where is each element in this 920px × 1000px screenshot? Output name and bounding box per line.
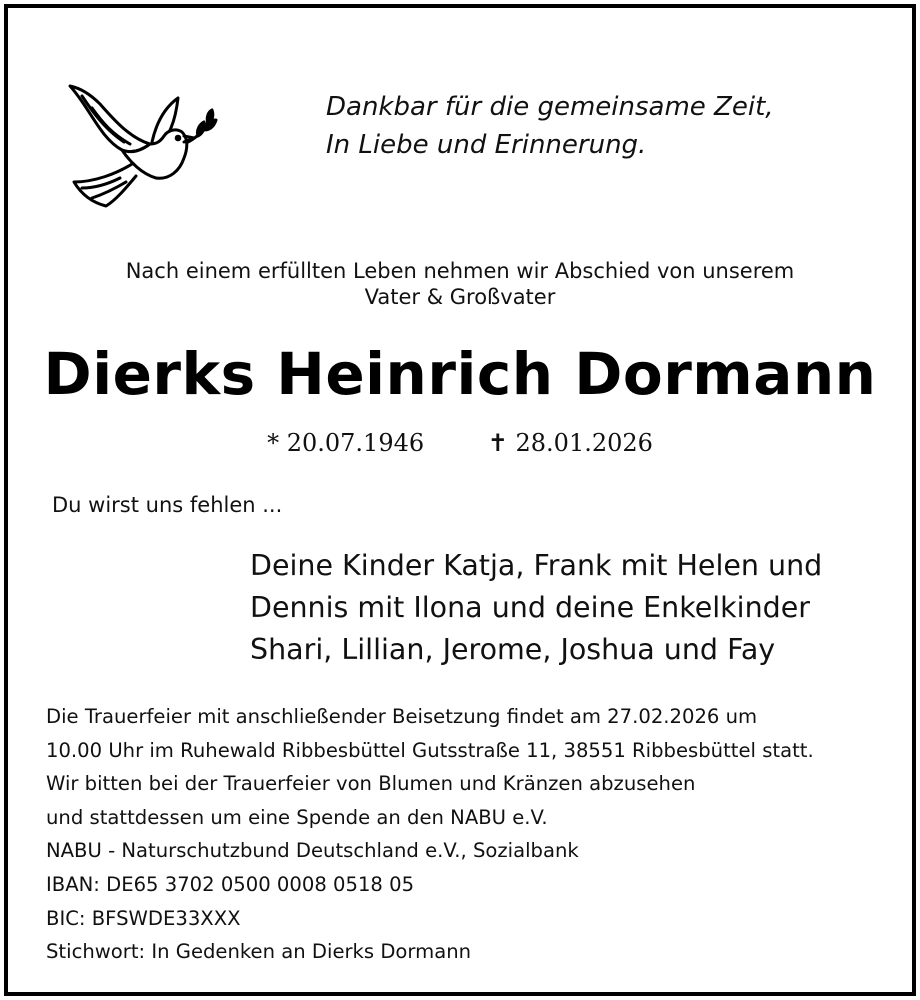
info-line: und stattdessen um eine Spende an den NABU e.V. — [46, 805, 548, 829]
info-line: Wir bitten bei der Trauerfeier von Blumen und Kränzen abzusehen — [46, 772, 696, 796]
farewell-text: Du wirst uns fehlen ... — [52, 493, 283, 517]
info-line: Die Trauerfeier mit anschließender Beisetzung findet am 27.02.2026 um — [46, 705, 758, 728]
intro-line: Vater & Großvater — [364, 285, 556, 309]
death-date: ✝ 28.01.2026 — [487, 429, 653, 457]
ceremony-info — [46, 700, 814, 969]
quote-line: Dankbar für die gemeinsame Zeit, — [326, 92, 774, 122]
info-line: IBAN: DE65 3702 0500 0008 0518 05 — [46, 872, 415, 896]
birth-date: * 20.07.1946 — [267, 429, 425, 457]
intro-line: Nach einem erfüllten Leben nehmen wir Abschied von unserem — [125, 259, 795, 283]
intro-text — [0, 258, 920, 310]
info-line: NABU - Naturschutzbund Deutschland e.V., Sozialbank — [46, 839, 579, 863]
family-line: Deine Kinder Katja, Frank mit Helen und — [250, 549, 823, 582]
quote-line: In Liebe und Erinnerung. — [326, 130, 647, 160]
family-line: Dennis mit Ilona und deine Enkelkinder — [250, 591, 811, 624]
info-line: BIC: BFSWDE33XXX — [46, 906, 241, 930]
dove-icon — [60, 78, 220, 218]
deceased-name: Dierks Heinrich Dormann — [43, 340, 877, 408]
memorial-quote — [326, 88, 774, 164]
life-dates — [0, 426, 920, 460]
info-line: 10.00 Uhr im Ruhewald Ribbesbüttel Gutsstraße 11, 38551 Ribbesbüttel statt. — [46, 738, 814, 762]
family-line: Shari, Lillian, Jerome, Joshua und Fay — [250, 633, 776, 666]
info-line: Stichwort: In Gedenken an Dierks Dormann — [46, 940, 472, 964]
family-signature — [250, 545, 822, 671]
